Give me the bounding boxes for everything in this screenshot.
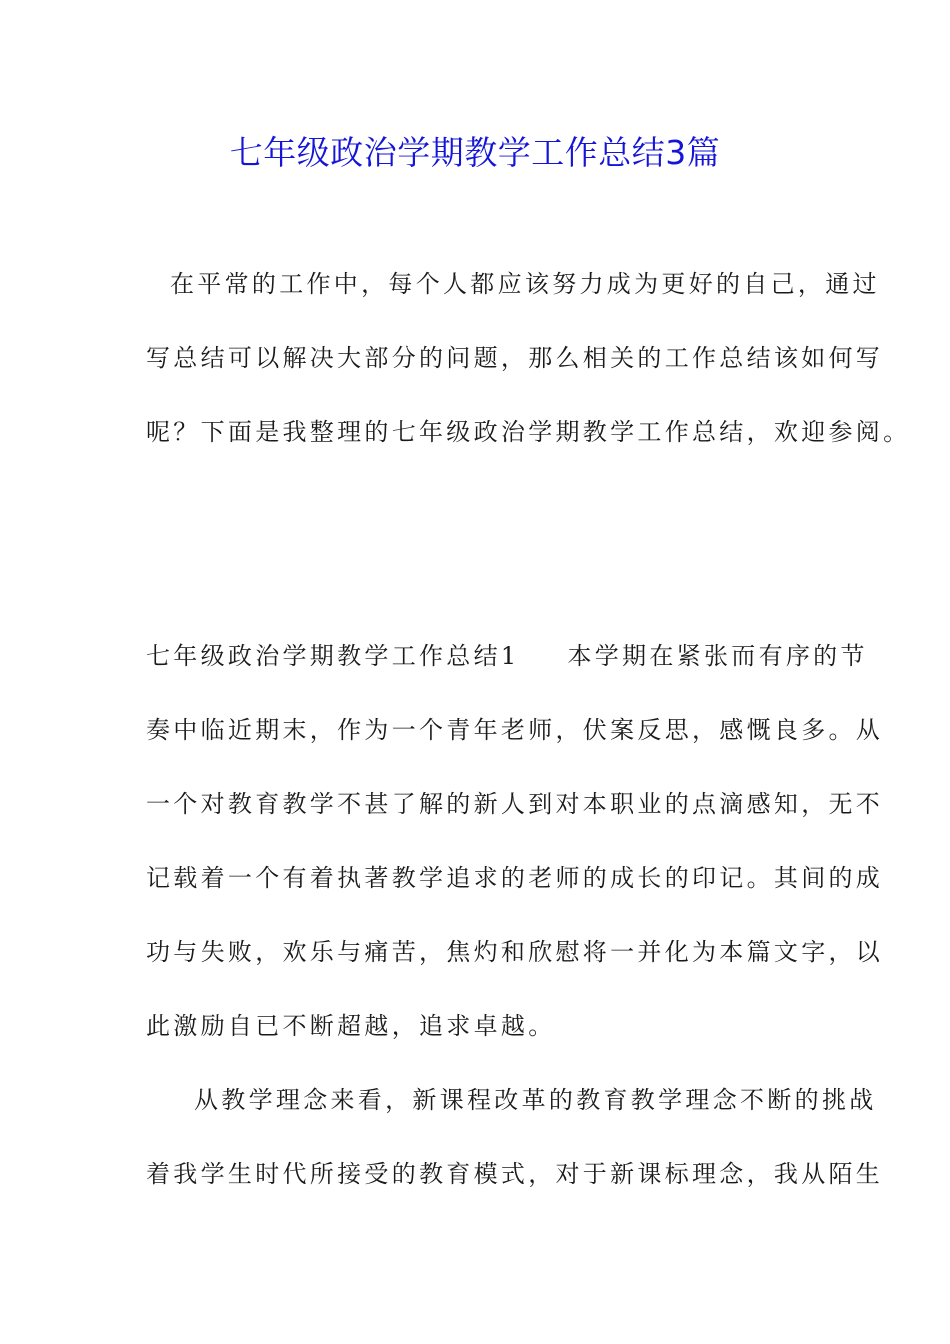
section1-line-6: 此激励自已不断超越，追求卓越。 xyxy=(146,1012,556,1040)
intro-line-3: 呢？下面是我整理的七年级政治学期教学工作总结，欢迎参阅。 xyxy=(146,418,911,446)
section1-first-line-rest: 本学期在紧张而有序的节 xyxy=(567,642,868,670)
section1-line-5: 功与失败，欢乐与痛苦，焦灼和欣慰将一并化为本篇文字，以 xyxy=(146,938,884,966)
section1-line-4: 记载着一个有着执著教学追求的老师的成长的印记。其间的成 xyxy=(146,864,884,892)
para2-line-1: 从教学理念来看，新课程改革的教育教学理念不断的挑战 xyxy=(194,1086,877,1114)
section1-line-3: 一个对教育教学不甚了解的新人到对本职业的点滴感知，无不 xyxy=(146,790,884,818)
intro-line-1: 在平常的工作中，每个人都应该努力成为更好的自己，通过 xyxy=(170,270,880,298)
intro-line-2: 写总结可以解决大部分的问题，那么相关的工作总结该如何写 xyxy=(146,344,884,372)
section1-first-line xyxy=(146,638,868,674)
para2-line-2: 着我学生时代所接受的教育模式，对于新课标理念，我从陌生 xyxy=(146,1160,884,1188)
section1-heading: 七年级政治学期教学工作总结1 xyxy=(146,642,520,670)
document-title: 七年级政治学期教学工作总结3篇 xyxy=(229,133,721,172)
section1-line-2: 奏中临近期末，作为一个青年老师，伏案反思，感慨良多。从 xyxy=(146,716,884,744)
